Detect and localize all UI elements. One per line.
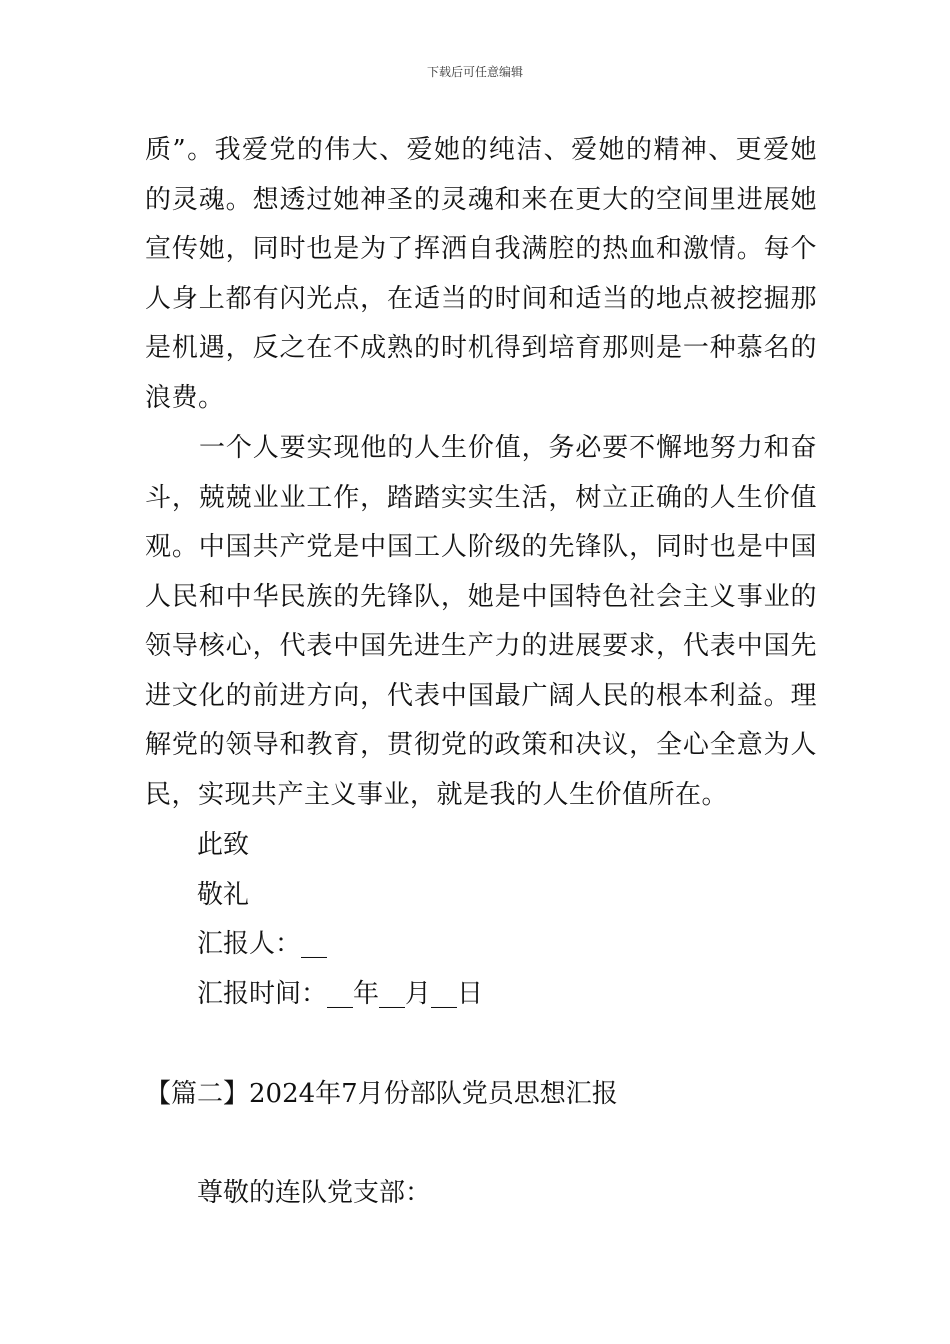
closing-line-cizhi: 此致 bbox=[197, 830, 250, 860]
body-paragraph-2: 一个人要实现他的人生价值，务必要不懈地努力和奋斗，兢兢业业工作，踏踏实实生活，树立正确的人生价值观。中国共产党是中国工人阶级的先锋队，同时也是中国人民和中华民族的先锋队，她是中国特色社会主义事业的领导核心，代表中国先进生产力的进展要求，代表中国先进文化的前进方向，代表中国最广阔人民的根本利益。理解党的领导和教育，贯彻党的政策和决议，全心全意为人民，实现共产主义事业，就是我的人生价值所在。 bbox=[145, 433, 817, 810]
report-date-line: 汇报时间：__年__月__日 bbox=[197, 979, 484, 1009]
page-header-note: 下载后可任意编辑 bbox=[426, 65, 523, 79]
reporter-line: 汇报人：__ bbox=[197, 929, 328, 959]
closing-line-jingli: 敬礼 bbox=[197, 880, 250, 910]
body-paragraph-1: 质”。我爱党的伟大、爱她的纯洁、爱她的精神、更爱她的灵魂。想透过她神圣的灵魂和来在更大的空间里进展她宣传她，同时也是为了挥洒自我满腔的热血和激情。每个人身上都有闪光点，在适当的时间和适当的地点被挖掘那是机遇，反之在不成熟的时机得到培育那则是一种慕名的浪费。 bbox=[145, 135, 817, 413]
salutation-line: 尊敬的连队党支部： bbox=[197, 1178, 432, 1208]
section-two-title: 【篇二】2024年7月份部队党员思想汇报 bbox=[145, 1079, 618, 1109]
